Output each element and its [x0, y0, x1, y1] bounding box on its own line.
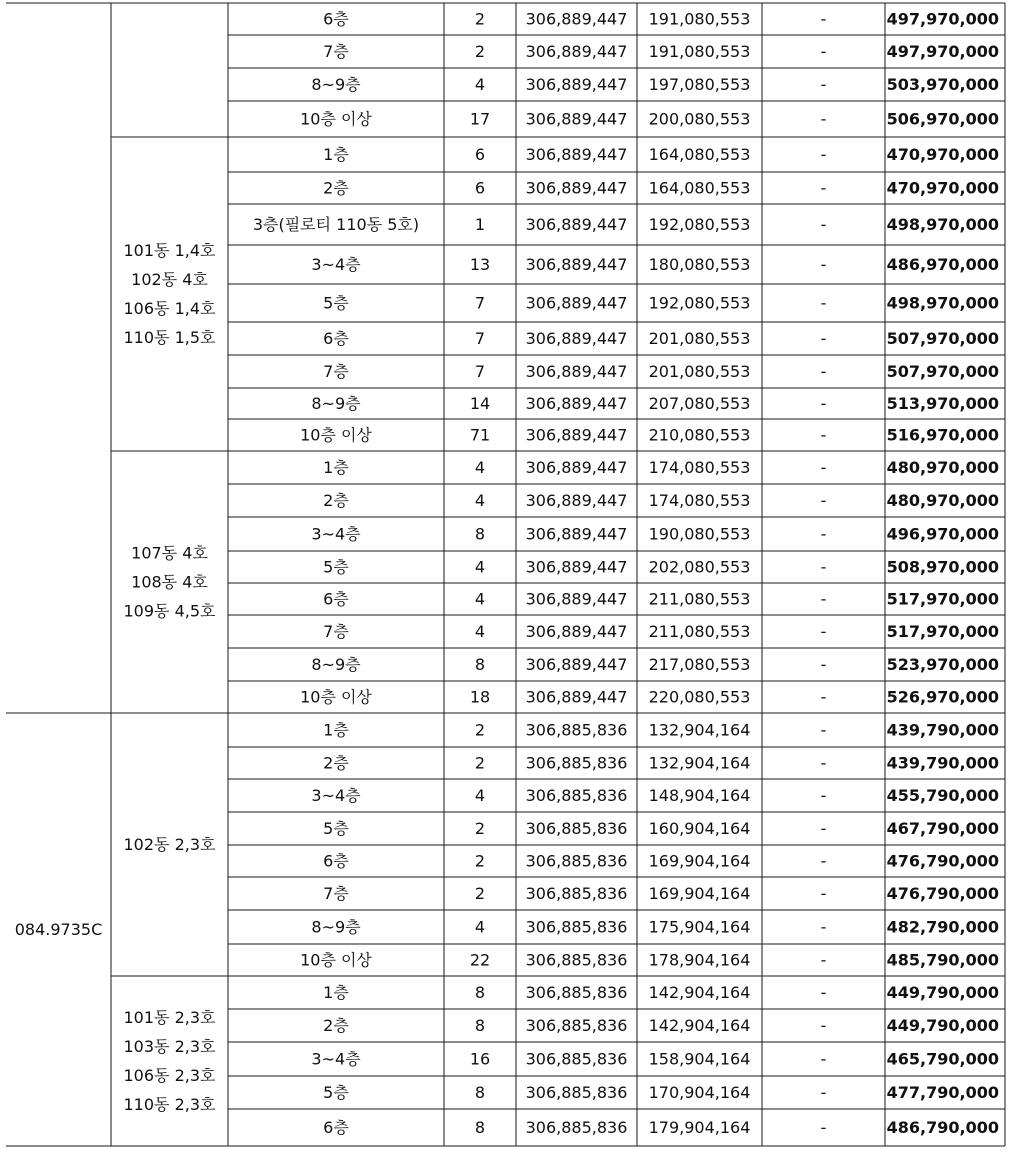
vat-cell: - [820, 557, 827, 577]
building-price-cell: 201,080,553 [648, 362, 751, 381]
vat-cell: - [820, 394, 827, 413]
floor-cell: 5층 [323, 819, 349, 838]
total-price-cell: 496,970,000 [886, 524, 999, 544]
floor-cell: 7층 [323, 42, 349, 61]
total-price-cell: 480,970,000 [886, 458, 999, 477]
total-price-cell: 465,790,000 [886, 1049, 999, 1069]
vat-cell: - [820, 109, 827, 129]
floor-cell: 5층 [323, 293, 349, 313]
land-price-cell: 306,889,447 [525, 589, 628, 609]
floor-cell: 10층 이상 [300, 425, 372, 445]
land-price-cell: 306,885,836 [525, 1016, 628, 1035]
building-price-cell: 211,080,553 [648, 622, 751, 641]
vat-cell: - [820, 524, 827, 544]
vat-cell: - [820, 851, 827, 871]
land-price-cell: 306,889,447 [525, 655, 628, 674]
vat-cell: - [820, 983, 827, 1002]
building-price-cell: 164,080,553 [648, 178, 751, 198]
land-price-cell: 306,885,836 [525, 950, 628, 970]
land-price-cell: 306,885,836 [525, 884, 628, 903]
building-price-cell: 191,080,553 [648, 42, 751, 61]
vat-cell: - [820, 1049, 827, 1069]
building-price-cell: 207,080,553 [648, 394, 751, 413]
building-price-cell: 192,080,553 [648, 215, 751, 234]
floor-cell: 1층 [323, 458, 349, 477]
unit-count-cell: 2 [474, 819, 486, 838]
building-price-cell: 170,904,164 [648, 1083, 751, 1102]
vat-cell: - [820, 819, 827, 838]
floor-cell: 1층 [323, 983, 349, 1002]
unit-count-cell: 7 [474, 293, 486, 313]
floor-cell: 1층 [323, 720, 349, 740]
total-price-cell: 498,970,000 [886, 215, 999, 234]
total-price-cell: 449,790,000 [886, 983, 999, 1002]
unit-count-cell: 4 [474, 622, 486, 641]
unit-count-cell: 2 [474, 851, 486, 871]
total-price-cell: 503,970,000 [886, 75, 999, 94]
total-price-cell: 455,790,000 [886, 786, 999, 805]
building-price-cell: 160,904,164 [648, 819, 751, 838]
land-price-cell: 306,889,447 [525, 362, 628, 381]
vat-cell: - [820, 720, 827, 740]
land-price-cell: 306,889,447 [525, 394, 628, 413]
total-price-cell: 506,970,000 [886, 109, 999, 129]
vat-cell: - [820, 622, 827, 641]
vat-cell: - [820, 1083, 827, 1102]
unit-count-cell: 8 [474, 1118, 486, 1137]
building-price-cell: 148,904,164 [648, 786, 751, 805]
unit-count-cell: 4 [474, 75, 486, 94]
floor-cell: 2층 [323, 1016, 349, 1035]
unit-count-cell: 2 [474, 720, 486, 740]
floor-cell: 8~9층 [311, 655, 361, 674]
vat-cell: - [820, 145, 827, 164]
total-price-cell: 517,970,000 [886, 589, 999, 609]
land-price-cell: 306,885,836 [525, 917, 628, 937]
land-price-cell: 306,889,447 [525, 215, 628, 234]
building-price-cell: 220,080,553 [648, 687, 751, 707]
dong-unit-label: 110동 2,3호 [123, 1095, 216, 1114]
building-price-cell: 169,904,164 [648, 851, 751, 871]
unit-count-cell: 6 [474, 145, 486, 164]
total-price-cell: 476,790,000 [886, 851, 999, 871]
total-price-cell: 508,970,000 [886, 557, 999, 577]
floor-cell: 3층(필로티 110동 5호) [252, 215, 420, 234]
dong-unit-label: 107동 4호 [131, 543, 208, 563]
land-price-cell: 306,885,836 [525, 1083, 628, 1102]
floor-cell: 6층 [323, 329, 349, 348]
land-price-cell: 306,889,447 [525, 425, 628, 445]
total-price-cell: 470,970,000 [886, 145, 999, 164]
unit-count-cell: 1 [474, 215, 486, 234]
building-price-cell: 178,904,164 [648, 950, 751, 970]
floor-cell: 3~4층 [311, 786, 361, 805]
unit-count-cell: 13 [469, 255, 491, 274]
floor-cell: 2층 [323, 491, 349, 510]
total-price-cell: 482,790,000 [886, 917, 999, 937]
vat-cell: - [820, 917, 827, 937]
land-price-cell: 306,885,836 [525, 1049, 628, 1069]
total-price-cell: 516,970,000 [886, 425, 999, 445]
building-price-cell: 180,080,553 [648, 255, 751, 274]
total-price-cell: 439,790,000 [886, 720, 999, 740]
land-price-cell: 306,885,836 [525, 1118, 628, 1137]
floor-cell: 3~4층 [311, 524, 361, 544]
total-price-cell: 523,970,000 [886, 655, 999, 674]
land-price-cell: 306,889,447 [525, 293, 628, 313]
total-price-cell: 476,790,000 [886, 884, 999, 903]
building-price-cell: 158,904,164 [648, 1049, 751, 1069]
building-price-cell: 210,080,553 [648, 425, 751, 445]
land-price-cell: 306,889,447 [525, 42, 628, 61]
vat-cell: - [820, 255, 827, 274]
building-price-cell: 164,080,553 [648, 145, 751, 164]
total-price-cell: 480,970,000 [886, 491, 999, 510]
land-price-cell: 306,885,836 [525, 786, 628, 805]
vat-cell: - [820, 458, 827, 477]
building-price-cell: 175,904,164 [648, 917, 751, 937]
land-price-cell: 306,889,447 [525, 622, 628, 641]
vat-cell: - [820, 687, 827, 707]
total-price-cell: 486,970,000 [886, 255, 999, 274]
vat-cell: - [820, 589, 827, 609]
vat-cell: - [820, 753, 827, 773]
total-price-cell: 513,970,000 [886, 394, 999, 413]
land-price-cell: 306,889,447 [525, 255, 628, 274]
building-price-cell: 174,080,553 [648, 458, 751, 477]
floor-cell: 6층 [323, 851, 349, 871]
unit-count-cell: 6 [474, 178, 486, 198]
dong-unit-label: 103동 2,3호 [123, 1037, 216, 1056]
unit-count-cell: 7 [474, 362, 486, 381]
floor-cell: 1층 [323, 145, 349, 164]
unit-count-cell: 4 [474, 557, 486, 577]
floor-cell: 3~4층 [311, 255, 361, 274]
total-price-cell: 507,970,000 [886, 362, 999, 381]
land-price-cell: 306,885,836 [525, 753, 628, 773]
dong-unit-label: 109동 4,5호 [123, 601, 216, 621]
unit-count-cell: 8 [474, 655, 486, 674]
unit-count-cell: 8 [474, 1083, 486, 1102]
vat-cell: - [820, 884, 827, 903]
floor-cell: 7층 [323, 622, 349, 641]
building-price-cell: 201,080,553 [648, 329, 751, 348]
vat-cell: - [820, 362, 827, 381]
land-price-cell: 306,889,447 [525, 491, 628, 510]
floor-cell: 2층 [323, 753, 349, 773]
housing-type-label: 084.9735C [14, 920, 103, 939]
floor-cell: 8~9층 [311, 75, 361, 94]
land-price-cell: 306,889,447 [525, 687, 628, 707]
floor-cell: 7층 [323, 884, 349, 903]
building-price-cell: 169,904,164 [648, 884, 751, 903]
floor-cell: 10층 이상 [300, 687, 372, 707]
land-price-cell: 306,889,447 [525, 75, 628, 94]
total-price-cell: 485,790,000 [886, 950, 999, 970]
land-price-cell: 306,889,447 [525, 557, 628, 577]
total-price-cell: 517,970,000 [886, 622, 999, 641]
total-price-cell: 477,790,000 [886, 1083, 999, 1102]
dong-unit-label: 110동 1,5호 [123, 328, 216, 347]
total-price-cell: 498,970,000 [886, 293, 999, 313]
building-price-cell: 142,904,164 [648, 1016, 751, 1035]
building-price-cell: 142,904,164 [648, 983, 751, 1002]
total-price-cell: 439,790,000 [886, 753, 999, 773]
building-price-cell: 202,080,553 [648, 557, 751, 577]
building-price-cell: 132,904,164 [648, 720, 751, 740]
total-price-cell: 449,790,000 [886, 1016, 999, 1035]
building-price-cell: 192,080,553 [648, 293, 751, 313]
floor-cell: 10층 이상 [300, 109, 372, 129]
total-price-cell: 507,970,000 [886, 329, 999, 348]
land-price-cell: 306,889,447 [525, 329, 628, 348]
unit-count-cell: 8 [474, 983, 486, 1002]
land-price-cell: 306,889,447 [525, 458, 628, 477]
land-price-cell: 306,889,447 [525, 109, 628, 129]
floor-cell: 2층 [323, 178, 349, 198]
vat-cell: - [820, 1118, 827, 1137]
unit-count-cell: 2 [474, 9, 486, 29]
vat-cell: - [820, 293, 827, 313]
vat-cell: - [820, 950, 827, 970]
total-price-cell: 467,790,000 [886, 819, 999, 838]
vat-cell: - [820, 9, 827, 29]
unit-count-cell: 14 [469, 394, 491, 413]
unit-count-cell: 18 [469, 687, 491, 707]
building-price-cell: 190,080,553 [648, 524, 751, 544]
floor-cell: 7층 [323, 362, 349, 381]
total-price-cell: 486,790,000 [886, 1118, 999, 1137]
floor-cell: 6층 [323, 1118, 349, 1137]
dong-unit-label: 106동 2,3호 [123, 1066, 216, 1085]
vat-cell: - [820, 215, 827, 234]
building-price-cell: 200,080,553 [648, 109, 751, 129]
floor-cell: 6층 [323, 9, 349, 29]
total-price-cell: 497,970,000 [886, 9, 999, 29]
vat-cell: - [820, 75, 827, 94]
unit-count-cell: 16 [469, 1049, 491, 1069]
unit-count-cell: 22 [469, 950, 491, 970]
floor-cell: 3~4층 [311, 1049, 361, 1069]
floor-cell: 8~9층 [311, 394, 361, 413]
vat-cell: - [820, 1016, 827, 1035]
unit-count-cell: 2 [474, 42, 486, 61]
unit-count-cell: 17 [469, 109, 491, 129]
floor-cell: 5층 [323, 557, 349, 577]
unit-count-cell: 8 [474, 524, 486, 544]
building-price-cell: 174,080,553 [648, 491, 751, 510]
dong-unit-label: 102동 2,3호 [123, 835, 216, 854]
vat-cell: - [820, 786, 827, 805]
dong-unit-label: 106동 1,4호 [123, 299, 216, 318]
vat-cell: - [820, 178, 827, 198]
unit-count-cell: 4 [474, 786, 486, 805]
floor-cell: 6층 [323, 589, 349, 609]
unit-count-cell: 71 [469, 425, 491, 445]
land-price-cell: 306,885,836 [525, 851, 628, 871]
unit-count-cell: 8 [474, 1016, 486, 1035]
vat-cell: - [820, 491, 827, 510]
land-price-cell: 306,885,836 [525, 720, 628, 740]
total-price-cell: 526,970,000 [886, 687, 999, 707]
building-price-cell: 179,904,164 [648, 1118, 751, 1137]
dong-unit-label: 101동 1,4호 [123, 241, 216, 260]
building-price-cell: 197,080,553 [648, 75, 751, 94]
total-price-cell: 497,970,000 [886, 42, 999, 61]
land-price-cell: 306,889,447 [525, 9, 628, 29]
building-price-cell: 217,080,553 [648, 655, 751, 674]
land-price-cell: 306,889,447 [525, 178, 628, 198]
dong-unit-label: 101동 2,3호 [123, 1008, 216, 1027]
floor-cell: 8~9층 [311, 917, 361, 937]
building-price-cell: 211,080,553 [648, 589, 751, 609]
land-price-cell: 306,885,836 [525, 983, 628, 1002]
unit-count-cell: 4 [474, 491, 486, 510]
total-price-cell: 470,970,000 [886, 178, 999, 198]
land-price-cell: 306,889,447 [525, 524, 628, 544]
unit-count-cell: 4 [474, 458, 486, 477]
unit-count-cell: 4 [474, 589, 486, 609]
floor-cell: 5층 [323, 1083, 349, 1102]
building-price-cell: 132,904,164 [648, 753, 751, 773]
vat-cell: - [820, 425, 827, 445]
vat-cell: - [820, 655, 827, 674]
dong-unit-label: 108동 4호 [131, 572, 208, 592]
land-price-cell: 306,889,447 [525, 145, 628, 164]
unit-count-cell: 7 [474, 329, 486, 348]
dong-unit-label: 102동 4호 [131, 270, 208, 289]
floor-cell: 10층 이상 [300, 950, 372, 970]
building-price-cell: 191,080,553 [648, 9, 751, 29]
land-price-cell: 306,885,836 [525, 819, 628, 838]
vat-cell: - [820, 42, 827, 61]
unit-count-cell: 4 [474, 917, 486, 937]
unit-count-cell: 2 [474, 753, 486, 773]
unit-count-cell: 2 [474, 884, 486, 903]
vat-cell: - [820, 329, 827, 348]
